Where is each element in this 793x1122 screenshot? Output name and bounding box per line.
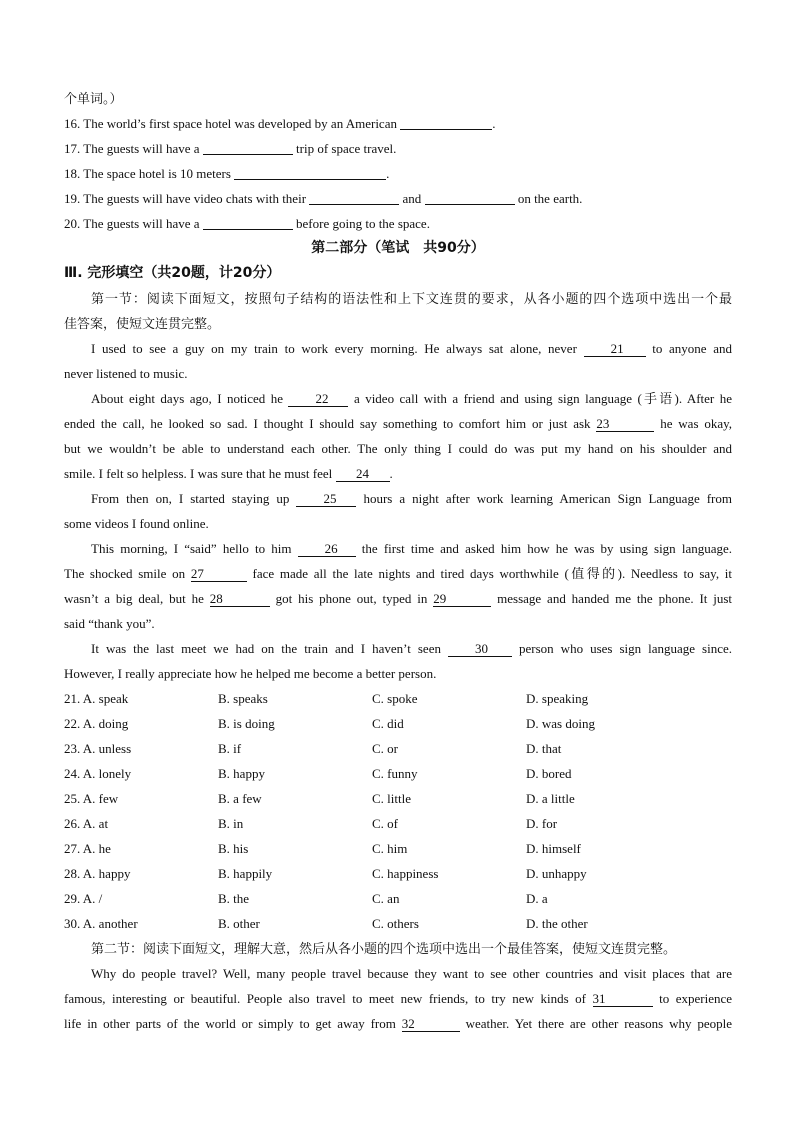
passage-text: .	[389, 466, 393, 481]
option-d[interactable]: D. unhappy	[526, 866, 587, 881]
passage-text: From then on, I started staying up	[91, 491, 290, 506]
answer-blank[interactable]	[400, 114, 492, 130]
passage-text: message and handed me the phone. It just	[497, 591, 732, 606]
blank-26[interactable]: 26	[298, 541, 356, 557]
option-b[interactable]: B. in	[218, 816, 244, 831]
option-d[interactable]: D. himself	[526, 841, 581, 856]
question-text: 19. The guests will have video chats with their	[64, 191, 307, 206]
option-a[interactable]: 24. A. lonely	[64, 766, 132, 781]
passage-line	[64, 461, 732, 486]
options-row-22	[64, 711, 732, 736]
passage-text: person who uses sign language since.	[519, 641, 732, 656]
option-b[interactable]: B. if	[218, 741, 242, 756]
passage-text: ended the call, he looked so sad. I thought I should say something to comfort him or just ask	[64, 416, 591, 431]
answer-blank[interactable]	[203, 139, 293, 155]
option-d[interactable]: D. that	[526, 741, 562, 756]
option-a[interactable]: 25. A. few	[64, 791, 119, 806]
passage-line	[64, 536, 732, 561]
options-row-24	[64, 761, 732, 786]
option-d[interactable]: D. speaking	[526, 691, 589, 706]
option-c[interactable]: C. an	[372, 891, 400, 906]
section-one-instruction-cont: 佳答案，使短文连贯完整。	[64, 316, 221, 331]
options-row-28	[64, 861, 732, 886]
passage-text: famous, interesting or beautiful. People also travel to meet new friends, to try new kinds of	[64, 991, 587, 1006]
option-c[interactable]: C. him	[372, 841, 408, 856]
option-c[interactable]: C. little	[372, 791, 411, 806]
passage-text: It was the last meet we had on the train and I haven’t seen	[91, 641, 441, 656]
passage-text: life in other parts of the world or simply to get away from	[64, 1016, 396, 1031]
passage-text: I used to see a guy on my train to work every morning. He always sat alone, never	[91, 341, 577, 356]
options-row-27	[64, 836, 732, 861]
option-a[interactable]: 22. A. doing	[64, 716, 129, 731]
option-d[interactable]: D. the other	[526, 916, 588, 931]
passage-line: never listened to music.	[64, 366, 188, 381]
passage-text: The shocked smile on	[64, 566, 186, 581]
answer-blank[interactable]	[425, 189, 515, 205]
option-c[interactable]: C. of	[372, 816, 398, 831]
passage-line	[64, 486, 732, 511]
answer-blank[interactable]	[234, 164, 386, 180]
option-d[interactable]: D. for	[526, 816, 558, 831]
passage-line	[64, 561, 732, 586]
option-d[interactable]: D. was doing	[526, 716, 595, 731]
section-two-instruction: 第二节：阅读下面短文，理解大意，然后从各小题的四个选项中选出一个最佳答案，使短文连贯完整。	[91, 941, 677, 956]
option-b[interactable]: B. happy	[218, 766, 265, 781]
option-b[interactable]: B. a few	[218, 791, 262, 806]
option-a[interactable]: 30. A. another	[64, 916, 138, 931]
passage-line: some videos I found online.	[64, 516, 209, 531]
option-c[interactable]: C. did	[372, 716, 404, 731]
option-a[interactable]: 26. A. at	[64, 816, 109, 831]
blank-21[interactable]: 21	[584, 341, 646, 357]
blank-32[interactable]: 32	[402, 1016, 460, 1032]
passage-line	[64, 386, 732, 411]
options-row-30	[64, 911, 732, 936]
option-b[interactable]: B. speaks	[218, 691, 268, 706]
part-two-title: 第二部分（笔试 共90分）	[311, 240, 485, 256]
passage-text: to anyone and	[652, 341, 732, 356]
option-a[interactable]: 27. A. he	[64, 841, 111, 856]
option-c[interactable]: C. funny	[372, 766, 418, 781]
passage-line	[64, 336, 732, 361]
question-text: 17. The guests will have a	[64, 141, 200, 156]
passage-line	[64, 986, 732, 1011]
options-row-25	[64, 786, 732, 811]
passage-line	[64, 586, 732, 611]
question-end: .	[386, 166, 390, 181]
option-b[interactable]: B. other	[218, 916, 260, 931]
question-end: trip of space travel.	[296, 141, 397, 156]
option-c[interactable]: C. others	[372, 916, 419, 931]
passage-line	[64, 1011, 732, 1036]
option-d[interactable]: D. bored	[526, 766, 572, 781]
option-c[interactable]: C. or	[372, 741, 398, 756]
blank-25[interactable]: 25	[296, 491, 356, 507]
option-b[interactable]: B. happily	[218, 866, 273, 881]
blank-30[interactable]: 30	[448, 641, 512, 657]
passage-text: to experience	[659, 991, 732, 1006]
option-a[interactable]: 29. A. /	[64, 891, 103, 906]
passage-text: About eight days ago, I noticed he	[91, 391, 284, 406]
passage-text: This morning, I “said” hello to him	[91, 541, 292, 556]
question-end: on the earth.	[517, 191, 583, 206]
question-mid: and	[402, 191, 422, 206]
option-d[interactable]: D. a	[526, 891, 548, 906]
question-19	[64, 186, 732, 211]
option-a[interactable]: 21. A. speak	[64, 691, 129, 706]
question-16	[64, 111, 732, 136]
passage-line: but we wouldn’t be able to understand each other. The only thing I could do was put my hand on his shoulder and	[64, 441, 732, 456]
answer-blank[interactable]	[203, 214, 293, 230]
passage-text: got his phone out, typed in	[275, 591, 428, 606]
option-c[interactable]: C. happiness	[372, 866, 439, 881]
passage-text: he was okay,	[660, 416, 732, 431]
option-b[interactable]: B. his	[218, 841, 249, 856]
blank-24[interactable]: 24	[336, 466, 390, 482]
blank-27[interactable]: 27	[191, 566, 247, 582]
blank-23[interactable]: 23	[596, 416, 654, 432]
page-content	[64, 86, 732, 1036]
option-d[interactable]: D. a little	[526, 791, 575, 806]
instruction-tail: 个单词。）	[64, 91, 123, 106]
passage-line	[64, 411, 732, 436]
blank-31[interactable]: 31	[593, 991, 653, 1007]
passage-text: hours a night after work learning American Sign Language from	[363, 491, 732, 506]
options-row-29	[64, 886, 732, 911]
option-b[interactable]: B. is doing	[218, 716, 275, 731]
question-end: .	[492, 116, 496, 131]
question-20	[64, 211, 732, 236]
option-b[interactable]: B. the	[218, 891, 250, 906]
question-17	[64, 136, 732, 161]
options-row-26	[64, 811, 732, 836]
answer-blank[interactable]	[309, 189, 399, 205]
blank-22[interactable]: 22	[288, 391, 348, 407]
passage-line: However, I really appreciate how he helped me become a better person.	[64, 666, 437, 681]
options-row-23	[64, 736, 732, 761]
passage-line: Why do people travel? Well, many people travel because they want to see other countries and visit places that are	[91, 966, 732, 981]
question-text: 20. The guests will have a	[64, 216, 200, 231]
passage-text: weather. Yet there are other reasons why people	[465, 1016, 732, 1031]
option-a[interactable]: 23. A. unless	[64, 741, 132, 756]
question-text: 18. The space hotel is 10 meters	[64, 166, 231, 181]
question-text: 16. The world’s first space hotel was developed by an American	[64, 116, 397, 131]
option-c[interactable]: C. spoke	[372, 691, 418, 706]
passage-line	[64, 636, 732, 661]
passage-line: said “thank you”.	[64, 616, 155, 631]
section-one-instruction: 第一节：阅读下面短文，按照句子结构的语法性和上下文连贯的要求，从各小题的四个选项中选出一个最	[91, 291, 732, 306]
option-a[interactable]: 28. A. happy	[64, 866, 131, 881]
passage-text: a video call with a friend and using sign language (手语). After he	[353, 391, 732, 406]
passage-text: smile. I felt so helpless. I was sure that he must feel	[64, 466, 333, 481]
question-18	[64, 161, 732, 186]
passage-text: wasn’t a big deal, but he	[64, 591, 204, 606]
blank-28[interactable]: 28	[210, 591, 270, 607]
blank-29[interactable]: 29	[433, 591, 491, 607]
options-row-21	[64, 686, 732, 711]
section-three-title: Ⅲ. 完形填空（共20题，计20分）	[64, 265, 281, 281]
passage-text: the first time and asked him how he was by using sign language.	[361, 541, 732, 556]
question-end: before going to the space.	[296, 216, 430, 231]
passage-text: face made all the late nights and tired days worthwhile (值得的). Needless to say, it	[252, 566, 732, 581]
